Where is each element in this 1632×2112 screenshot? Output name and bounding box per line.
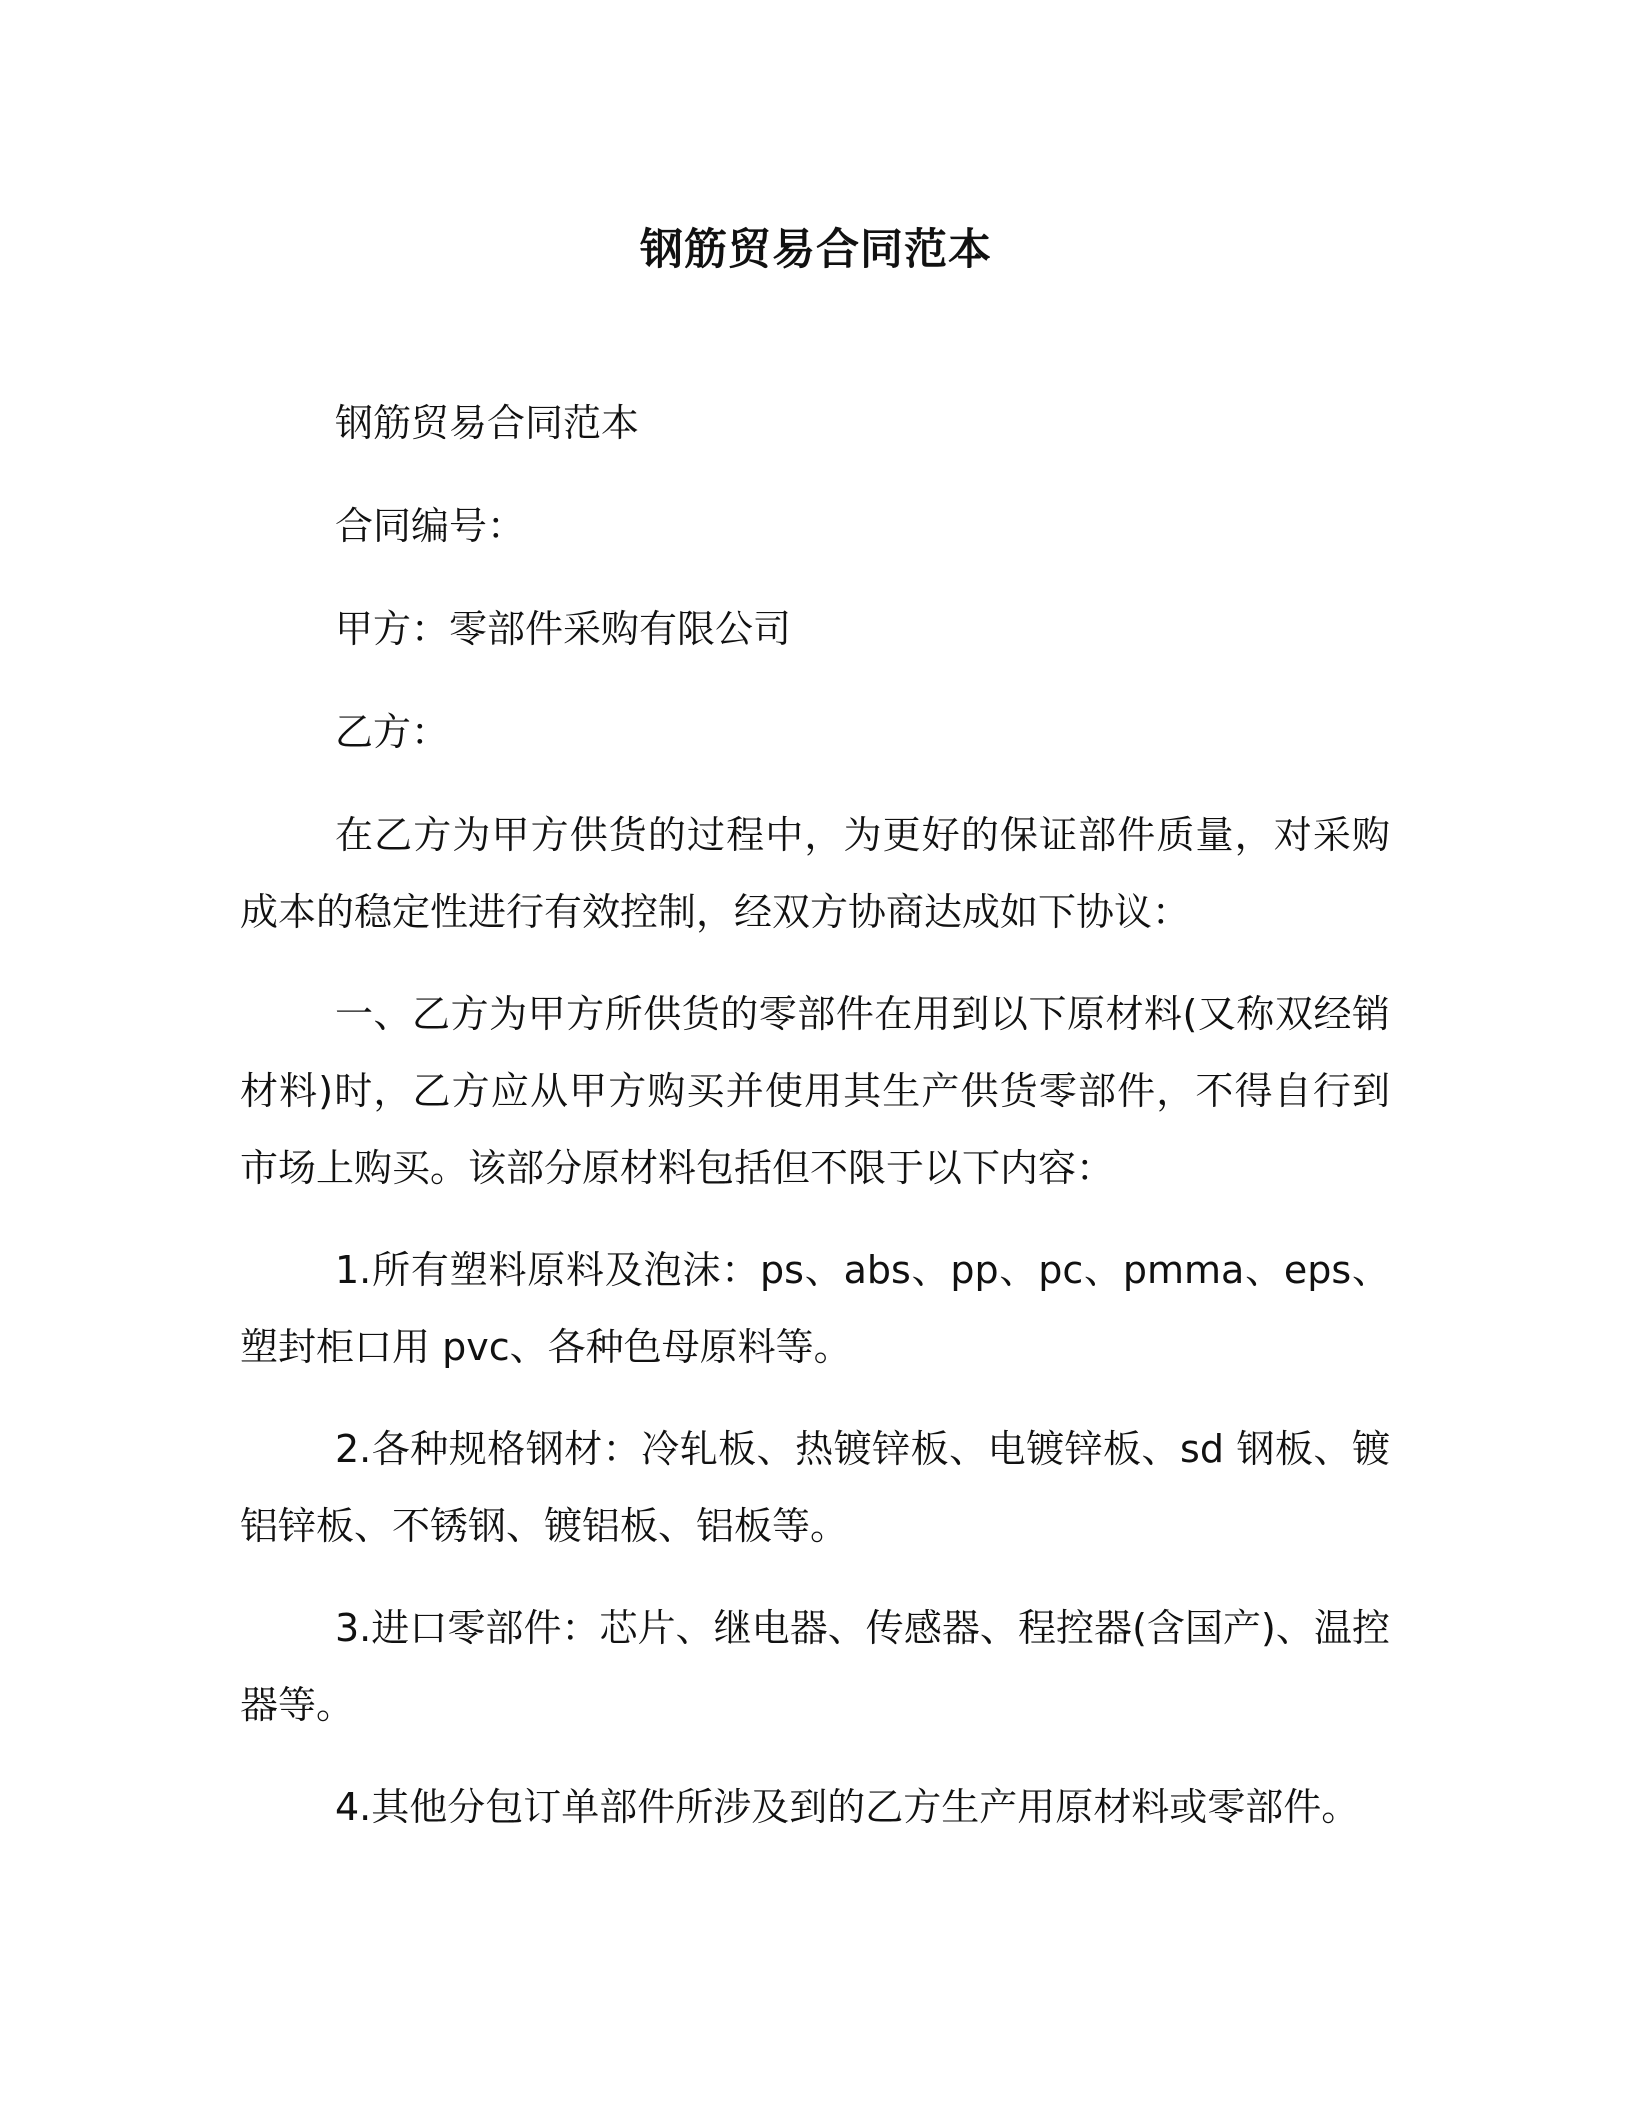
- paragraph-item-3: 3.进口零部件：芯片、继电器、传感器、程控器(含国产)、温控器等。: [240, 1606, 1390, 1727]
- paragraph-party-b: 乙方：: [335, 710, 450, 754]
- paragraph-preamble: 在乙方为甲方供货的过程中，为更好的保证部件质量，对采购成本的稳定性进行有效控制，经双方协商达成如下协议：: [240, 813, 1390, 934]
- paragraph-item-2: 2.各种规格钢材：冷轧板、热镀锌板、电镀锌板、sd 钢板、镀铝锌板、不锈钢、镀铝板、铝板等。: [240, 1427, 1390, 1548]
- paragraph-item-4: 4.其他分包订单部件所涉及到的乙方生产用原材料或零部件。: [335, 1785, 1360, 1829]
- paragraph-clause-1: 一、乙方为甲方所供货的零部件在用到以下原材料(又称双经销材料)时，乙方应从甲方购买并使用其生产供货零部件，不得自行到市场上购买。该部分原材料包括但不限于以下内容：: [240, 992, 1390, 1190]
- paragraph-subtitle: 钢筋贸易合同范本: [335, 401, 640, 445]
- paragraph-contract-number: 合同编号：: [335, 504, 526, 548]
- paragraph-party-a: 甲方：零部件采购有限公司: [335, 607, 792, 651]
- paragraph-item-1: 1.所有塑料原料及泡沫：ps、abs、pp、pc、pmma、eps、塑封柜口用 pvc、各种色母原料等。: [240, 1248, 1390, 1369]
- document-title: 钢筋贸易合同范本: [640, 225, 992, 275]
